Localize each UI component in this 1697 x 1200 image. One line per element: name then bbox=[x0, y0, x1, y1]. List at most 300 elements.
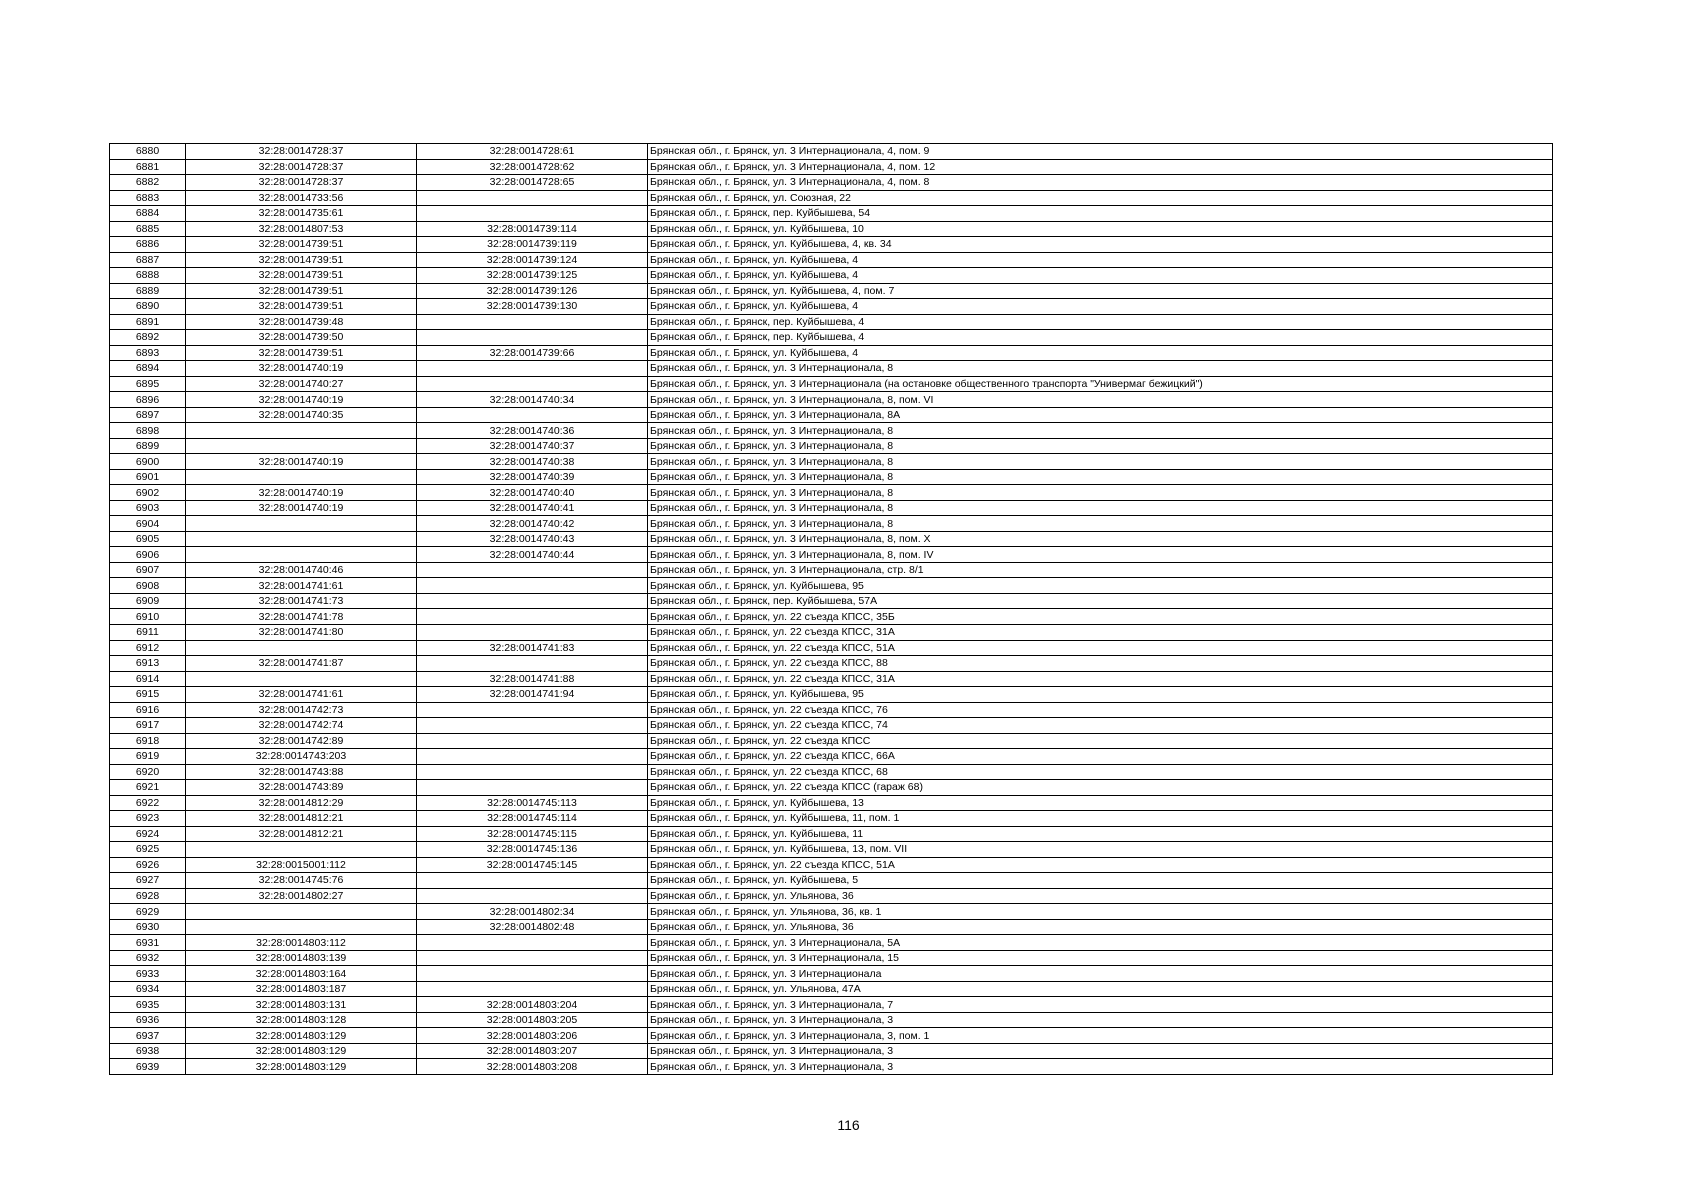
address-cell: Брянская обл., г. Брянск, ул. 22 съезда КПСС, 35Б bbox=[648, 609, 1553, 625]
table-row bbox=[110, 811, 1553, 827]
object-cadastral-number-cell: 32:28:0014741:94 bbox=[417, 687, 648, 703]
parcel-cadastral-number-cell: 32:28:0014739:51 bbox=[186, 252, 417, 268]
parcel-cadastral-number-cell: 32:28:0014803:187 bbox=[186, 981, 417, 997]
table-row bbox=[110, 159, 1553, 175]
object-cadastral-number-cell bbox=[417, 656, 648, 672]
parcel-cadastral-number-cell: 32:28:0014740:35 bbox=[186, 407, 417, 423]
address-cell: Брянская обл., г. Брянск, ул. 3 Интернационала, 8 bbox=[648, 500, 1553, 516]
address-cell: Брянская обл., г. Брянск, ул. 3 Интернационала, 8А bbox=[648, 407, 1553, 423]
table-row bbox=[110, 423, 1553, 439]
parcel-cadastral-number-cell bbox=[186, 919, 417, 935]
table-row bbox=[110, 904, 1553, 920]
object-cadastral-number-cell: 32:28:0014728:65 bbox=[417, 175, 648, 191]
parcel-cadastral-number-cell: 32:28:0015001:112 bbox=[186, 857, 417, 873]
address-cell: Брянская обл., г. Брянск, ул. 3 Интернационала, 8 bbox=[648, 454, 1553, 470]
address-cell: Брянская обл., г. Брянск, ул. 3 Интернационала, 8, пом. VI bbox=[648, 392, 1553, 408]
object-cadastral-number-cell: 32:28:0014740:42 bbox=[417, 516, 648, 532]
parcel-cadastral-number-cell: 32:28:0014739:51 bbox=[186, 283, 417, 299]
object-cadastral-number-cell bbox=[417, 190, 648, 206]
row-number-cell: 6881 bbox=[110, 159, 186, 175]
parcel-cadastral-number-cell: 32:28:0014803:131 bbox=[186, 997, 417, 1013]
address-cell: Брянская обл., г. Брянск, ул. 22 съезда КПСС, 51А bbox=[648, 857, 1553, 873]
object-cadastral-number-cell bbox=[417, 624, 648, 640]
address-cell: Брянская обл., г. Брянск, ул. 22 съезда КПСС, 76 bbox=[648, 702, 1553, 718]
address-cell: Брянская обл., г. Брянск, ул. 22 съезда КПСС bbox=[648, 733, 1553, 749]
row-number-cell: 6936 bbox=[110, 1012, 186, 1028]
cadastral-table bbox=[109, 143, 1553, 1075]
table-row bbox=[110, 795, 1553, 811]
object-cadastral-number-cell: 32:28:0014739:119 bbox=[417, 237, 648, 253]
page-number: 116 bbox=[837, 1117, 860, 1133]
object-cadastral-number-cell: 32:28:0014745:113 bbox=[417, 795, 648, 811]
table-row bbox=[110, 593, 1553, 609]
table-row bbox=[110, 1059, 1553, 1075]
address-cell: Брянская обл., г. Брянск, ул. 3 Интернационала, 3 bbox=[648, 1059, 1553, 1075]
parcel-cadastral-number-cell: 32:28:0014735:61 bbox=[186, 206, 417, 222]
table-row bbox=[110, 749, 1553, 765]
table-row bbox=[110, 578, 1553, 594]
parcel-cadastral-number-cell: 32:28:0014740:19 bbox=[186, 485, 417, 501]
parcel-cadastral-number-cell bbox=[186, 438, 417, 454]
object-cadastral-number-cell bbox=[417, 873, 648, 889]
table-row bbox=[110, 718, 1553, 734]
object-cadastral-number-cell: 32:28:0014739:130 bbox=[417, 299, 648, 315]
object-cadastral-number-cell bbox=[417, 206, 648, 222]
parcel-cadastral-number-cell: 32:28:0014739:51 bbox=[186, 345, 417, 361]
table-row bbox=[110, 826, 1553, 842]
table-row bbox=[110, 361, 1553, 377]
address-cell: Брянская обл., г. Брянск, ул. 22 съезда КПСС, 31А bbox=[648, 624, 1553, 640]
parcel-cadastral-number-cell: 32:28:0014728:37 bbox=[186, 175, 417, 191]
object-cadastral-number-cell bbox=[417, 609, 648, 625]
row-number-cell: 6909 bbox=[110, 593, 186, 609]
object-cadastral-number-cell: 32:28:0014739:126 bbox=[417, 283, 648, 299]
address-cell: Брянская обл., г. Брянск, ул. Ульянова, 47А bbox=[648, 981, 1553, 997]
object-cadastral-number-cell bbox=[417, 780, 648, 796]
address-cell: Брянская обл., г. Брянск, ул. Куйбышева, 4, кв. 34 bbox=[648, 237, 1553, 253]
table-row bbox=[110, 1043, 1553, 1059]
table-row bbox=[110, 516, 1553, 532]
row-number-cell: 6939 bbox=[110, 1059, 186, 1075]
row-number-cell: 6902 bbox=[110, 485, 186, 501]
parcel-cadastral-number-cell: 32:28:0014743:88 bbox=[186, 764, 417, 780]
address-cell: Брянская обл., г. Брянск, пер. Куйбышева, 4 bbox=[648, 314, 1553, 330]
parcel-cadastral-number-cell: 32:28:0014741:73 bbox=[186, 593, 417, 609]
object-cadastral-number-cell bbox=[417, 718, 648, 734]
table-row bbox=[110, 733, 1553, 749]
row-number-cell: 6908 bbox=[110, 578, 186, 594]
parcel-cadastral-number-cell bbox=[186, 516, 417, 532]
row-number-cell: 6885 bbox=[110, 221, 186, 237]
table-row bbox=[110, 950, 1553, 966]
table-row bbox=[110, 268, 1553, 284]
table-row bbox=[110, 252, 1553, 268]
row-number-cell: 6905 bbox=[110, 531, 186, 547]
object-cadastral-number-cell: 32:28:0014802:48 bbox=[417, 919, 648, 935]
address-cell: Брянская обл., г. Брянск, ул. 3 Интернационала, 4, пом. 12 bbox=[648, 159, 1553, 175]
row-number-cell: 6913 bbox=[110, 656, 186, 672]
parcel-cadastral-number-cell bbox=[186, 531, 417, 547]
parcel-cadastral-number-cell: 32:28:0014812:21 bbox=[186, 811, 417, 827]
row-number-cell: 6914 bbox=[110, 671, 186, 687]
table-row bbox=[110, 547, 1553, 563]
parcel-cadastral-number-cell: 32:28:0014802:27 bbox=[186, 888, 417, 904]
table-row bbox=[110, 438, 1553, 454]
object-cadastral-number-cell bbox=[417, 314, 648, 330]
address-cell: Брянская обл., г. Брянск, ул. 3 Интернационала, 3, пом. 1 bbox=[648, 1028, 1553, 1044]
object-cadastral-number-cell: 32:28:0014740:38 bbox=[417, 454, 648, 470]
table-row bbox=[110, 376, 1553, 392]
row-number-cell: 6933 bbox=[110, 966, 186, 982]
address-cell: Брянская обл., г. Брянск, ул. Ульянова, 36 bbox=[648, 919, 1553, 935]
parcel-cadastral-number-cell bbox=[186, 423, 417, 439]
parcel-cadastral-number-cell: 32:28:0014742:73 bbox=[186, 702, 417, 718]
object-cadastral-number-cell bbox=[417, 733, 648, 749]
row-number-cell: 6903 bbox=[110, 500, 186, 516]
address-cell: Брянская обл., г. Брянск, ул. 3 Интернационала, 8 bbox=[648, 516, 1553, 532]
row-number-cell: 6895 bbox=[110, 376, 186, 392]
row-number-cell: 6917 bbox=[110, 718, 186, 734]
table-row bbox=[110, 671, 1553, 687]
row-number-cell: 6937 bbox=[110, 1028, 186, 1044]
address-cell: Брянская обл., г. Брянск, ул. Ульянова, 36 bbox=[648, 888, 1553, 904]
address-cell: Брянская обл., г. Брянск, пер. Куйбышева, 54 bbox=[648, 206, 1553, 222]
parcel-cadastral-number-cell bbox=[186, 547, 417, 563]
address-cell: Брянская обл., г. Брянск, ул. 3 Интернационала, 8, пом. IV bbox=[648, 547, 1553, 563]
parcel-cadastral-number-cell: 32:28:0014741:61 bbox=[186, 687, 417, 703]
row-number-cell: 6919 bbox=[110, 749, 186, 765]
parcel-cadastral-number-cell: 32:28:0014803:129 bbox=[186, 1059, 417, 1075]
row-number-cell: 6925 bbox=[110, 842, 186, 858]
table-row bbox=[110, 919, 1553, 935]
address-cell: Брянская обл., г. Брянск, ул. Куйбышева, 4 bbox=[648, 252, 1553, 268]
row-number-cell: 6900 bbox=[110, 454, 186, 470]
row-number-cell: 6932 bbox=[110, 950, 186, 966]
parcel-cadastral-number-cell: 32:28:0014803:129 bbox=[186, 1043, 417, 1059]
object-cadastral-number-cell: 32:28:0014740:39 bbox=[417, 469, 648, 485]
object-cadastral-number-cell bbox=[417, 749, 648, 765]
row-number-cell: 6935 bbox=[110, 997, 186, 1013]
row-number-cell: 6921 bbox=[110, 780, 186, 796]
table-row bbox=[110, 640, 1553, 656]
table-row bbox=[110, 687, 1553, 703]
address-cell: Брянская обл., г. Брянск, пер. Куйбышева, 4 bbox=[648, 330, 1553, 346]
object-cadastral-number-cell: 32:28:0014739:66 bbox=[417, 345, 648, 361]
object-cadastral-number-cell: 32:28:0014803:207 bbox=[417, 1043, 648, 1059]
address-cell: Брянская обл., г. Брянск, ул. Куйбышева, 4, пом. 7 bbox=[648, 283, 1553, 299]
row-number-cell: 6922 bbox=[110, 795, 186, 811]
parcel-cadastral-number-cell: 32:28:0014803:112 bbox=[186, 935, 417, 951]
address-cell: Брянская обл., г. Брянск, ул. 22 съезда КПСС, 88 bbox=[648, 656, 1553, 672]
row-number-cell: 6897 bbox=[110, 407, 186, 423]
row-number-cell: 6920 bbox=[110, 764, 186, 780]
row-number-cell: 6886 bbox=[110, 237, 186, 253]
address-cell: Брянская обл., г. Брянск, ул. 3 Интернационала, 3 bbox=[648, 1012, 1553, 1028]
object-cadastral-number-cell: 32:28:0014740:44 bbox=[417, 547, 648, 563]
row-number-cell: 6891 bbox=[110, 314, 186, 330]
object-cadastral-number-cell bbox=[417, 330, 648, 346]
table-row bbox=[110, 500, 1553, 516]
object-cadastral-number-cell: 32:28:0014803:208 bbox=[417, 1059, 648, 1075]
address-cell: Брянская обл., г. Брянск, ул. Куйбышева, 95 bbox=[648, 687, 1553, 703]
object-cadastral-number-cell: 32:28:0014803:206 bbox=[417, 1028, 648, 1044]
row-number-cell: 6912 bbox=[110, 640, 186, 656]
parcel-cadastral-number-cell: 32:28:0014743:203 bbox=[186, 749, 417, 765]
row-number-cell: 6888 bbox=[110, 268, 186, 284]
address-cell: Брянская обл., г. Брянск, ул. Куйбышева, 4 bbox=[648, 299, 1553, 315]
table-row bbox=[110, 206, 1553, 222]
table-row bbox=[110, 221, 1553, 237]
address-cell: Брянская обл., г. Брянск, ул. 3 Интернационала, 8 bbox=[648, 423, 1553, 439]
object-cadastral-number-cell bbox=[417, 888, 648, 904]
row-number-cell: 6906 bbox=[110, 547, 186, 563]
object-cadastral-number-cell bbox=[417, 981, 648, 997]
row-number-cell: 6907 bbox=[110, 562, 186, 578]
object-cadastral-number-cell bbox=[417, 966, 648, 982]
table-row bbox=[110, 237, 1553, 253]
address-cell: Брянская обл., г. Брянск, ул. Куйбышева, 95 bbox=[648, 578, 1553, 594]
table-row bbox=[110, 888, 1553, 904]
parcel-cadastral-number-cell: 32:28:0014742:89 bbox=[186, 733, 417, 749]
parcel-cadastral-number-cell: 32:28:0014740:19 bbox=[186, 392, 417, 408]
address-cell: Брянская обл., г. Брянск, ул. 3 Интернационала, 4, пом. 8 bbox=[648, 175, 1553, 191]
table-row bbox=[110, 702, 1553, 718]
parcel-cadastral-number-cell: 32:28:0014812:21 bbox=[186, 826, 417, 842]
parcel-cadastral-number-cell: 32:28:0014739:51 bbox=[186, 268, 417, 284]
object-cadastral-number-cell bbox=[417, 562, 648, 578]
row-number-cell: 6894 bbox=[110, 361, 186, 377]
object-cadastral-number-cell bbox=[417, 593, 648, 609]
parcel-cadastral-number-cell: 32:28:0014741:80 bbox=[186, 624, 417, 640]
parcel-cadastral-number-cell: 32:28:0014807:53 bbox=[186, 221, 417, 237]
table-row bbox=[110, 873, 1553, 889]
parcel-cadastral-number-cell: 32:28:0014803:129 bbox=[186, 1028, 417, 1044]
object-cadastral-number-cell bbox=[417, 407, 648, 423]
table-row bbox=[110, 190, 1553, 206]
address-cell: Брянская обл., г. Брянск, ул. 3 Интернационала, 8 bbox=[648, 361, 1553, 377]
address-cell: Брянская обл., г. Брянск, ул. 3 Интернационала, стр. 8/1 bbox=[648, 562, 1553, 578]
table-row bbox=[110, 780, 1553, 796]
address-cell: Брянская обл., г. Брянск, ул. Ульянова, 36, кв. 1 bbox=[648, 904, 1553, 920]
parcel-cadastral-number-cell: 32:28:0014742:74 bbox=[186, 718, 417, 734]
object-cadastral-number-cell bbox=[417, 578, 648, 594]
row-number-cell: 6928 bbox=[110, 888, 186, 904]
table-row bbox=[110, 935, 1553, 951]
row-number-cell: 6901 bbox=[110, 469, 186, 485]
table-row bbox=[110, 966, 1553, 982]
address-cell: Брянская обл., г. Брянск, пер. Куйбышева, 57А bbox=[648, 593, 1553, 609]
parcel-cadastral-number-cell bbox=[186, 842, 417, 858]
table-row bbox=[110, 144, 1553, 160]
parcel-cadastral-number-cell: 32:28:0014739:51 bbox=[186, 299, 417, 315]
row-number-cell: 6927 bbox=[110, 873, 186, 889]
object-cadastral-number-cell bbox=[417, 702, 648, 718]
table-row bbox=[110, 531, 1553, 547]
parcel-cadastral-number-cell: 32:28:0014803:164 bbox=[186, 966, 417, 982]
address-cell: Брянская обл., г. Брянск, ул. 22 съезда КПСС, 66А bbox=[648, 749, 1553, 765]
table-row bbox=[110, 981, 1553, 997]
object-cadastral-number-cell: 32:28:0014741:83 bbox=[417, 640, 648, 656]
object-cadastral-number-cell: 32:28:0014739:114 bbox=[417, 221, 648, 237]
row-number-cell: 6884 bbox=[110, 206, 186, 222]
row-number-cell: 6880 bbox=[110, 144, 186, 160]
address-cell: Брянская обл., г. Брянск, ул. 3 Интернационала, 8, пом. X bbox=[648, 531, 1553, 547]
address-cell: Брянская обл., г. Брянск, ул. Союзная, 22 bbox=[648, 190, 1553, 206]
row-number-cell: 6889 bbox=[110, 283, 186, 299]
address-cell: Брянская обл., г. Брянск, ул. 3 Интернационала, 5А bbox=[648, 935, 1553, 951]
table-row bbox=[110, 764, 1553, 780]
table-row bbox=[110, 609, 1553, 625]
row-number-cell: 6929 bbox=[110, 904, 186, 920]
row-number-cell: 6918 bbox=[110, 733, 186, 749]
parcel-cadastral-number-cell: 32:28:0014728:37 bbox=[186, 144, 417, 160]
parcel-cadastral-number-cell: 32:28:0014741:87 bbox=[186, 656, 417, 672]
object-cadastral-number-cell bbox=[417, 950, 648, 966]
address-cell: Брянская обл., г. Брянск, ул. 22 съезда КПСС, 51А bbox=[648, 640, 1553, 656]
parcel-cadastral-number-cell bbox=[186, 904, 417, 920]
parcel-cadastral-number-cell: 32:28:0014803:139 bbox=[186, 950, 417, 966]
object-cadastral-number-cell: 32:28:0014745:145 bbox=[417, 857, 648, 873]
address-cell: Брянская обл., г. Брянск, ул. 3 Интернационала, 8 bbox=[648, 469, 1553, 485]
row-number-cell: 6893 bbox=[110, 345, 186, 361]
address-cell: Брянская обл., г. Брянск, ул. 3 Интернационала, 15 bbox=[648, 950, 1553, 966]
parcel-cadastral-number-cell: 32:28:0014741:78 bbox=[186, 609, 417, 625]
address-cell: Брянская обл., г. Брянск, ул. 3 Интернационала bbox=[648, 966, 1553, 982]
address-cell: Брянская обл., г. Брянск, ул. Куйбышева, 13 bbox=[648, 795, 1553, 811]
address-cell: Брянская обл., г. Брянск, ул. Куйбышева, 11, пом. 1 bbox=[648, 811, 1553, 827]
object-cadastral-number-cell: 32:28:0014741:88 bbox=[417, 671, 648, 687]
address-cell: Брянская обл., г. Брянск, ул. 22 съезда КПСС, 74 bbox=[648, 718, 1553, 734]
table-row bbox=[110, 345, 1553, 361]
parcel-cadastral-number-cell: 32:28:0014740:19 bbox=[186, 500, 417, 516]
row-number-cell: 6926 bbox=[110, 857, 186, 873]
table-row bbox=[110, 299, 1553, 315]
row-number-cell: 6883 bbox=[110, 190, 186, 206]
parcel-cadastral-number-cell: 32:28:0014739:48 bbox=[186, 314, 417, 330]
row-number-cell: 6931 bbox=[110, 935, 186, 951]
row-number-cell: 6934 bbox=[110, 981, 186, 997]
address-cell: Брянская обл., г. Брянск, ул. Куйбышева, 4 bbox=[648, 268, 1553, 284]
row-number-cell: 6910 bbox=[110, 609, 186, 625]
table-row bbox=[110, 1012, 1553, 1028]
object-cadastral-number-cell: 32:28:0014803:204 bbox=[417, 997, 648, 1013]
object-cadastral-number-cell: 32:28:0014728:62 bbox=[417, 159, 648, 175]
address-cell: Брянская обл., г. Брянск, ул. 3 Интернационала, 7 bbox=[648, 997, 1553, 1013]
object-cadastral-number-cell: 32:28:0014740:34 bbox=[417, 392, 648, 408]
address-cell: Брянская обл., г. Брянск, ул. 3 Интернационала, 3 bbox=[648, 1043, 1553, 1059]
address-cell: Брянская обл., г. Брянск, ул. 3 Интернационала, 8 bbox=[648, 438, 1553, 454]
address-cell: Брянская обл., г. Брянск, ул. Куйбышева, 10 bbox=[648, 221, 1553, 237]
row-number-cell: 6892 bbox=[110, 330, 186, 346]
table-row bbox=[110, 562, 1553, 578]
parcel-cadastral-number-cell: 32:28:0014741:61 bbox=[186, 578, 417, 594]
parcel-cadastral-number-cell bbox=[186, 671, 417, 687]
row-number-cell: 6898 bbox=[110, 423, 186, 439]
table-body bbox=[110, 144, 1553, 1075]
object-cadastral-number-cell: 32:28:0014739:124 bbox=[417, 252, 648, 268]
object-cadastral-number-cell: 32:28:0014745:114 bbox=[417, 811, 648, 827]
table-row bbox=[110, 175, 1553, 191]
row-number-cell: 6916 bbox=[110, 702, 186, 718]
object-cadastral-number-cell: 32:28:0014745:115 bbox=[417, 826, 648, 842]
object-cadastral-number-cell: 32:28:0014739:125 bbox=[417, 268, 648, 284]
object-cadastral-number-cell: 32:28:0014740:37 bbox=[417, 438, 648, 454]
row-number-cell: 6896 bbox=[110, 392, 186, 408]
object-cadastral-number-cell: 32:28:0014803:205 bbox=[417, 1012, 648, 1028]
address-cell: Брянская обл., г. Брянск, ул. 22 съезда КПСС, 68 bbox=[648, 764, 1553, 780]
object-cadastral-number-cell bbox=[417, 935, 648, 951]
table-row bbox=[110, 283, 1553, 299]
table-row bbox=[110, 392, 1553, 408]
table-row bbox=[110, 454, 1553, 470]
parcel-cadastral-number-cell: 32:28:0014739:50 bbox=[186, 330, 417, 346]
parcel-cadastral-number-cell: 32:28:0014745:76 bbox=[186, 873, 417, 889]
object-cadastral-number-cell: 32:28:0014745:136 bbox=[417, 842, 648, 858]
object-cadastral-number-cell: 32:28:0014728:61 bbox=[417, 144, 648, 160]
address-cell: Брянская обл., г. Брянск, ул. 22 съезда КПСС, 31А bbox=[648, 671, 1553, 687]
row-number-cell: 6882 bbox=[110, 175, 186, 191]
parcel-cadastral-number-cell: 32:28:0014740:19 bbox=[186, 361, 417, 377]
table-row bbox=[110, 656, 1553, 672]
table-row bbox=[110, 624, 1553, 640]
parcel-cadastral-number-cell: 32:28:0014740:46 bbox=[186, 562, 417, 578]
row-number-cell: 6911 bbox=[110, 624, 186, 640]
row-number-cell: 6887 bbox=[110, 252, 186, 268]
row-number-cell: 6899 bbox=[110, 438, 186, 454]
object-cadastral-number-cell bbox=[417, 361, 648, 377]
table-row bbox=[110, 469, 1553, 485]
parcel-cadastral-number-cell bbox=[186, 469, 417, 485]
parcel-cadastral-number-cell: 32:28:0014803:128 bbox=[186, 1012, 417, 1028]
object-cadastral-number-cell: 32:28:0014740:40 bbox=[417, 485, 648, 501]
table-row bbox=[110, 314, 1553, 330]
parcel-cadastral-number-cell: 32:28:0014739:51 bbox=[186, 237, 417, 253]
object-cadastral-number-cell: 32:28:0014740:41 bbox=[417, 500, 648, 516]
table-row bbox=[110, 842, 1553, 858]
row-number-cell: 6890 bbox=[110, 299, 186, 315]
object-cadastral-number-cell: 32:28:0014740:36 bbox=[417, 423, 648, 439]
table-row bbox=[110, 997, 1553, 1013]
address-cell: Брянская обл., г. Брянск, ул. 3 Интернационала, 8 bbox=[648, 485, 1553, 501]
parcel-cadastral-number-cell bbox=[186, 640, 417, 656]
parcel-cadastral-number-cell: 32:28:0014728:37 bbox=[186, 159, 417, 175]
row-number-cell: 6923 bbox=[110, 811, 186, 827]
address-cell: Брянская обл., г. Брянск, ул. Куйбышева, 4 bbox=[648, 345, 1553, 361]
object-cadastral-number-cell bbox=[417, 376, 648, 392]
row-number-cell: 6904 bbox=[110, 516, 186, 532]
table-row bbox=[110, 330, 1553, 346]
parcel-cadastral-number-cell: 32:28:0014812:29 bbox=[186, 795, 417, 811]
address-cell: Брянская обл., г. Брянск, ул. Куйбышева, 5 bbox=[648, 873, 1553, 889]
object-cadastral-number-cell: 32:28:0014802:34 bbox=[417, 904, 648, 920]
row-number-cell: 6938 bbox=[110, 1043, 186, 1059]
parcel-cadastral-number-cell: 32:28:0014743:89 bbox=[186, 780, 417, 796]
address-cell: Брянская обл., г. Брянск, ул. 22 съезда КПСС (гараж 68) bbox=[648, 780, 1553, 796]
object-cadastral-number-cell: 32:28:0014740:43 bbox=[417, 531, 648, 547]
address-cell: Брянская обл., г. Брянск, ул. 3 Интернационала (на остановке общественного транспорта "Универмаг бежицкий") bbox=[648, 376, 1553, 392]
table-row bbox=[110, 407, 1553, 423]
parcel-cadastral-number-cell: 32:28:0014740:19 bbox=[186, 454, 417, 470]
table-row bbox=[110, 485, 1553, 501]
table-row bbox=[110, 1028, 1553, 1044]
row-number-cell: 6924 bbox=[110, 826, 186, 842]
row-number-cell: 6915 bbox=[110, 687, 186, 703]
table-row bbox=[110, 857, 1553, 873]
object-cadastral-number-cell bbox=[417, 764, 648, 780]
parcel-cadastral-number-cell: 32:28:0014740:27 bbox=[186, 376, 417, 392]
row-number-cell: 6930 bbox=[110, 919, 186, 935]
address-cell: Брянская обл., г. Брянск, ул. Куйбышева, 13, пом. VII bbox=[648, 842, 1553, 858]
